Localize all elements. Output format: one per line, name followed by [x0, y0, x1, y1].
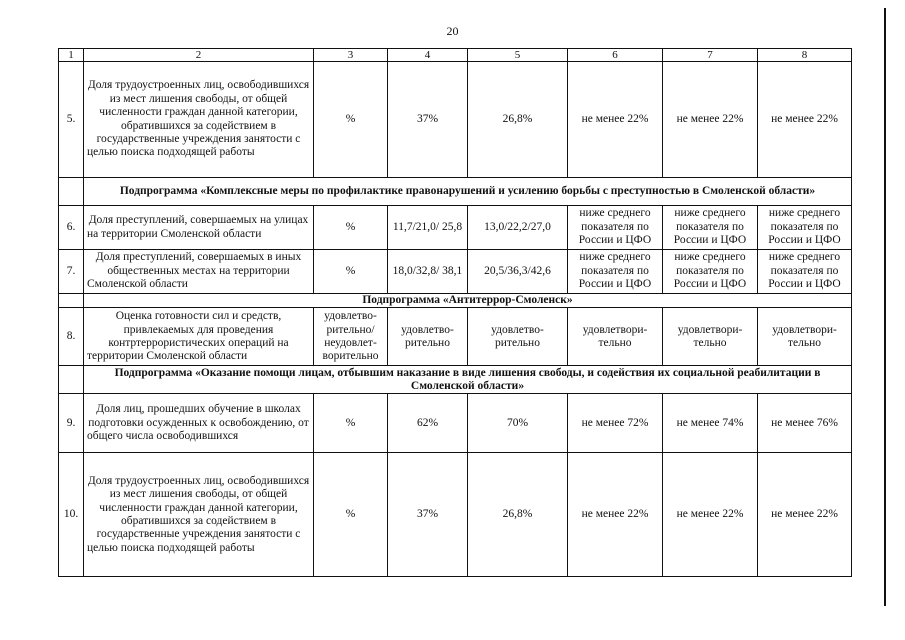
value-cell: ниже среднего показателя по России и ЦФО [568, 250, 663, 294]
value-cell: 26,8% [468, 62, 568, 178]
value-cell: не менее 22% [663, 62, 758, 178]
table-row [59, 62, 852, 178]
value-cell: не менее 76% [758, 394, 852, 453]
value-cell: не менее 74% [663, 394, 758, 453]
page-number: 20 [446, 24, 459, 38]
unit-cell: % [314, 62, 388, 178]
value-cell: не менее 22% [568, 453, 663, 577]
unit-cell: % [314, 206, 388, 250]
subprogram-row [59, 294, 852, 308]
value-cell: ниже среднего показателя по России и ЦФО [758, 206, 852, 250]
column-header: 7 [663, 49, 758, 62]
value-cell: 62% [388, 394, 468, 453]
row-number: 10. [59, 453, 84, 577]
value-cell: 70% [468, 394, 568, 453]
value-cell: удовлетво-рительно [468, 308, 568, 366]
value-cell: не менее 22% [568, 62, 663, 178]
table-row [59, 394, 852, 453]
value-cell: ниже среднего показателя по России и ЦФО [663, 206, 758, 250]
unit-cell: удовлетво-рительно/ неудовлет-ворительно [314, 308, 388, 366]
indicator-description: Доля трудоустроенных лиц, освободившихся из мест лишения свободы, от общей численности граждан данной категории, обратившихся за содействием в государственные учреждения занятости с целью поиска подходящей работы [84, 453, 314, 577]
subprogram-row [59, 366, 852, 394]
unit-cell: % [314, 394, 388, 453]
table-row [59, 453, 852, 577]
row-number: 9. [59, 394, 84, 453]
margin-rule [884, 8, 886, 606]
table-header-row [59, 49, 852, 62]
indicator-description: Доля преступлений, совершаемых в иных общественных местах на территории Смоленской области [84, 250, 314, 294]
row-number: 5. [59, 62, 84, 178]
subprogram-title: Подпрограмма «Оказание помощи лицам, отбывшим наказание в виде лишения свободы, и содействия их социальной реабилитации в Смоленской области» [84, 366, 852, 394]
value-cell: 37% [388, 62, 468, 178]
value-cell: 37% [388, 453, 468, 577]
row-number: 7. [59, 250, 84, 294]
indicator-description: Доля лиц, прошедших обучение в школах подготовки осужденных к освобождению, от общего числа освободившихся [84, 394, 314, 453]
value-cell: не менее 22% [758, 62, 852, 178]
column-header: 5 [468, 49, 568, 62]
value-cell: не менее 22% [758, 453, 852, 577]
value-cell: 18,0/32,8/ 38,1 [388, 250, 468, 294]
value-cell: удовлетво-рительно [388, 308, 468, 366]
value-cell: ниже среднего показателя по России и ЦФО [568, 206, 663, 250]
value-cell: 20,5/36,3/42,6 [468, 250, 568, 294]
indicator-description: Доля трудоустроенных лиц, освободившихся из мест лишения свободы, от общей численности граждан данной категории, обратившихся за содействием в государственные учреждения занятости с целью поиска подходящей работы [84, 62, 314, 178]
indicators-table [58, 48, 852, 577]
value-cell: удовлетвори-тельно [758, 308, 852, 366]
column-header: 2 [84, 49, 314, 62]
row-number: 6. [59, 206, 84, 250]
column-header: 3 [314, 49, 388, 62]
column-header: 4 [388, 49, 468, 62]
table-row [59, 206, 852, 250]
column-header: 6 [568, 49, 663, 62]
column-header: 1 [59, 49, 84, 62]
indicator-description: Доля преступлений, совершаемых на улицах на территории Смоленской области [84, 206, 314, 250]
value-cell: удовлетвори-тельно [568, 308, 663, 366]
value-cell: ниже среднего показателя по России и ЦФО [758, 250, 852, 294]
value-cell: ниже среднего показателя по России и ЦФО [663, 250, 758, 294]
indicator-description: Оценка готовности сил и средств, привлекаемых для проведения контртеррористических операций на территории Смоленской области [84, 308, 314, 366]
unit-cell: % [314, 250, 388, 294]
table-row [59, 250, 852, 294]
value-cell: не менее 22% [663, 453, 758, 577]
column-header: 8 [758, 49, 852, 62]
value-cell: не менее 72% [568, 394, 663, 453]
value-cell: 26,8% [468, 453, 568, 577]
subprogram-row [59, 178, 852, 206]
value-cell: 11,7/21,0/ 25,8 [388, 206, 468, 250]
subprogram-title: Подпрограмма «Антитеррор-Смоленск» [84, 294, 852, 308]
table-row [59, 308, 852, 366]
value-cell: удовлетвори-тельно [663, 308, 758, 366]
subprogram-title: Подпрограмма «Комплексные меры по профилактике правонарушений и усилению борьбы с преступностью в Смоленской области» [84, 178, 852, 206]
row-number: 8. [59, 308, 84, 366]
unit-cell: % [314, 453, 388, 577]
value-cell: 13,0/22,2/27,0 [468, 206, 568, 250]
